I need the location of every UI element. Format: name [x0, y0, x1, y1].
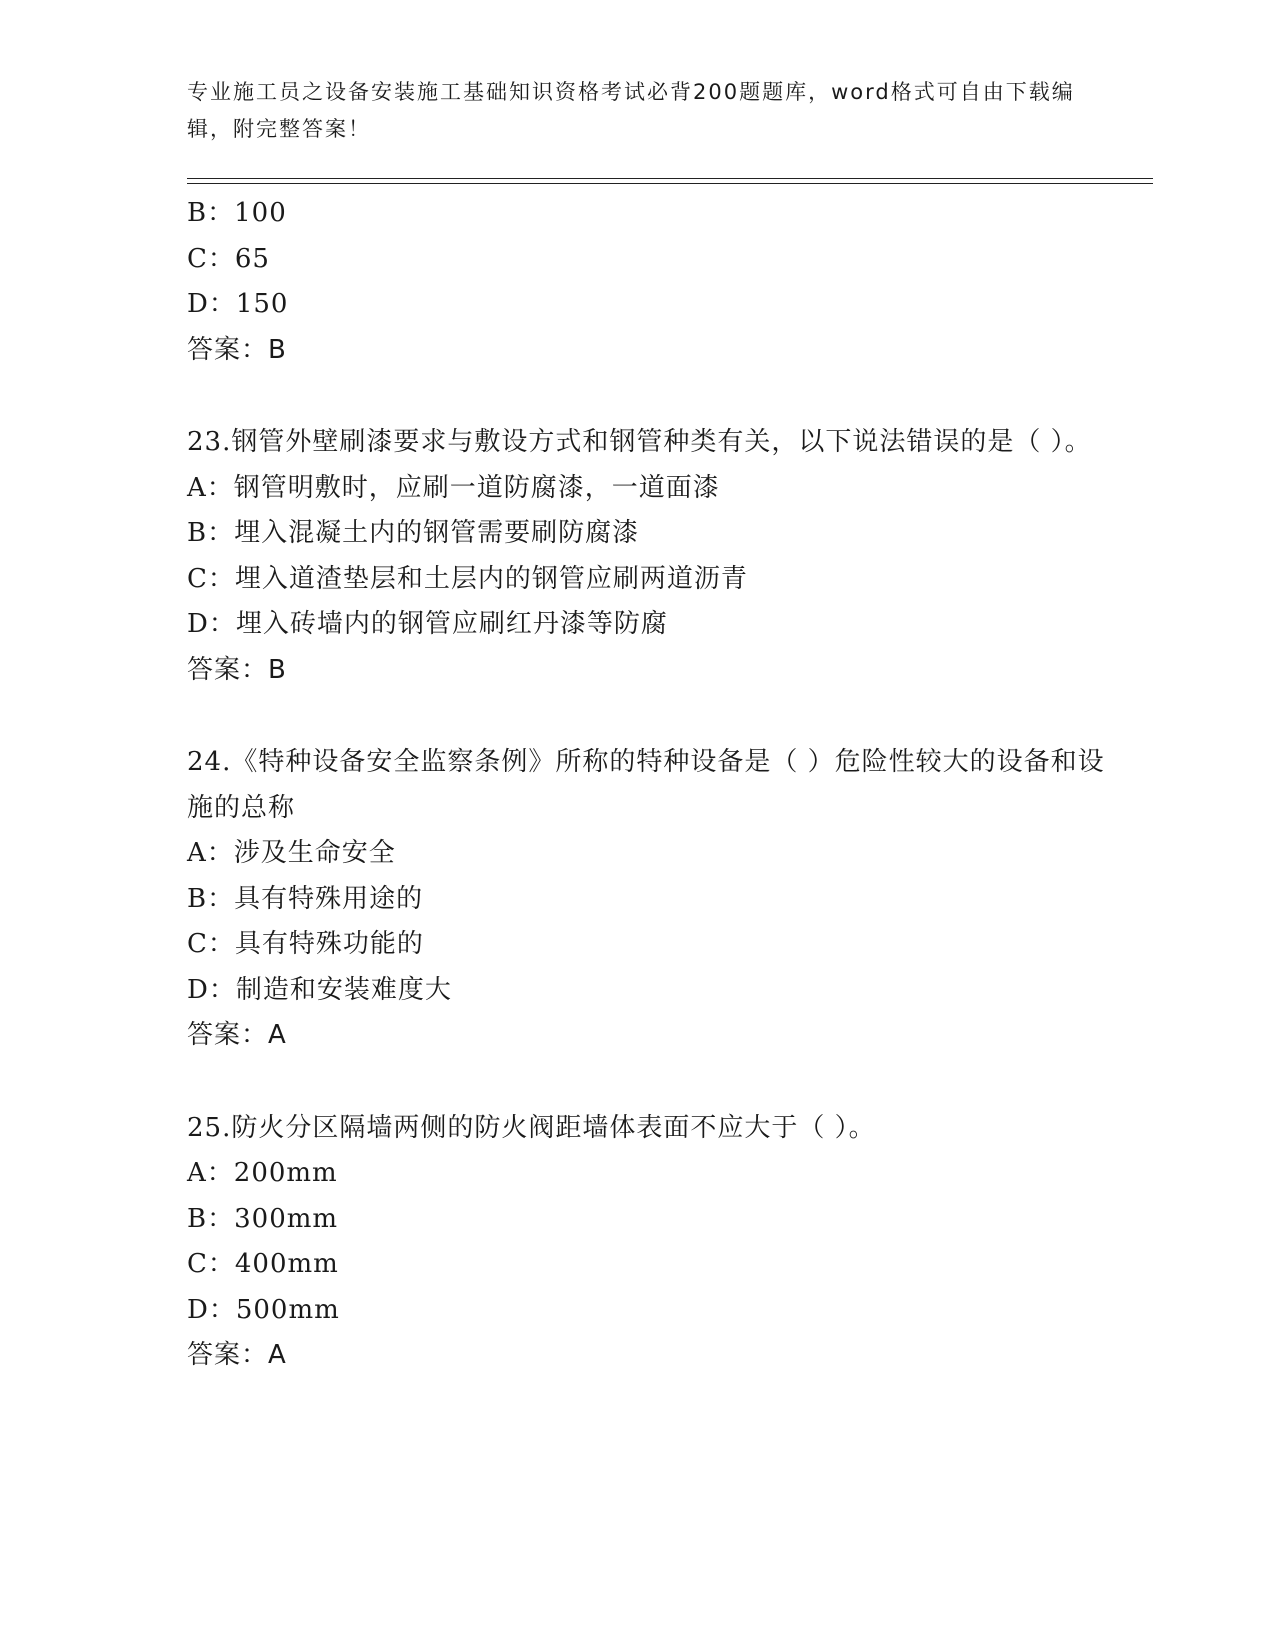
question-22-continued [187, 191, 1107, 373]
option-d: D：制造和安装难度大 [187, 974, 452, 1005]
spacer [187, 1059, 1107, 1106]
option-b: B：埋入混凝土内的钢管需要刷防腐漆 [187, 518, 640, 548]
question-stem: 25.防火分区隔墙两侧的防火阀距墙体表面不应大于（ ）。 [187, 1112, 876, 1143]
answer-line: 答案：B [187, 334, 287, 365]
option-a: A：涉及生命安全 [187, 838, 396, 868]
option-c: C：具有特殊功能的 [187, 929, 424, 959]
question-24 [187, 740, 1107, 1059]
option-a: A：钢管明敷时，应刷一道防腐漆，一道面漆 [187, 472, 720, 503]
option-d: D：500mm [187, 1294, 340, 1325]
spacer [187, 373, 1107, 420]
option-b: B：具有特殊用途的 [187, 883, 424, 914]
header-rule-bottom [187, 183, 1153, 184]
option-c: C：400mm [187, 1249, 339, 1279]
option-b: B：100 [187, 198, 287, 228]
question-23 [187, 420, 1107, 693]
option-d: D：埋入砖墙内的钢管应刷红丹漆等防腐 [187, 609, 668, 639]
header-rule-top [187, 178, 1153, 179]
option-d: D：150 [187, 289, 289, 319]
answer-line: 答案：A [187, 1340, 287, 1370]
spacer [187, 693, 1107, 740]
answer-line: 答案：B [187, 654, 287, 685]
option-a: A：200mm [187, 1158, 338, 1188]
question-stem: 24.《特种设备安全监察条例》所称的特种设备是（ ）危险性较大的设备和设施的总称 [187, 747, 1105, 823]
question-stem: 23.钢管外壁刷漆要求与敷设方式和钢管种类有关，以下说法错误的是（ ）。 [187, 427, 1092, 457]
option-c: C：埋入道渣垫层和土层内的钢管应刷两道沥青 [187, 563, 748, 594]
answer-line: 答案：A [187, 1020, 287, 1050]
option-c: C：65 [187, 243, 270, 274]
question-25 [187, 1106, 1107, 1379]
option-b: B：300mm [187, 1203, 339, 1234]
question-list [187, 191, 1107, 1379]
page-header: 专业施工员之设备安装施工基础知识资格考试必背200题题库，word格式可自由下载编辑，附完整答案！ [187, 80, 1075, 141]
